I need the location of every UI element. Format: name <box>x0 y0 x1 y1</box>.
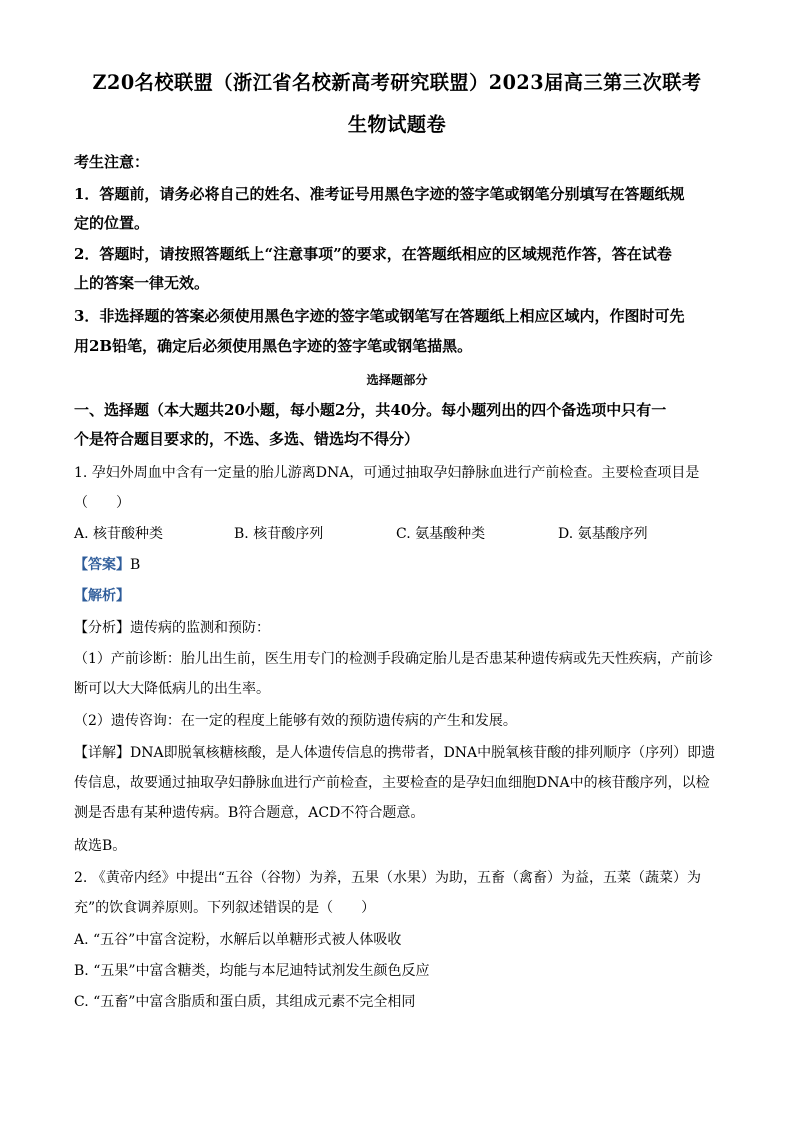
notice-item3-line1: 3．非选择题的答案必须使用黑色字迹的签字笔或钢笔写在答题纸上相应区域内，作图时可先 <box>74 307 685 325</box>
q2-option-b: B. “五果”中富含糖类，均能与本尼迪特试剂发生颜色反应 <box>74 963 430 979</box>
answer-value: B <box>130 557 141 573</box>
q2-stem-line1: 2. 《黄帝内经》中提出“五谷（谷物）为养，五果（水果）为助，五畜（禽畜）为益，五菜（蔬菜）为 <box>74 870 701 886</box>
fenxi-tag: 【分析】 <box>74 620 130 636</box>
q1-stem-line2: （ ） <box>74 495 130 511</box>
fenxi-text: 遗传病的监测和预防： <box>130 620 270 636</box>
q2-option-a: A. “五谷”中富含淀粉，水解后以单糖形式被人体吸收 <box>74 932 402 948</box>
q1-option-a: A. 核苷酸种类 <box>74 526 164 542</box>
q1-detail-line2: 传信息，故要通过抽取孕妇静脉血进行产前检查，主要检查的是孕妇血细胞DNA中的核苷酸序列，以检 <box>74 775 710 791</box>
notice-item1-line1: 1．答题前，请务必将自己的姓名、准考证号用黑色字迹的签字笔或钢笔分别填写在答题纸规 <box>74 185 685 203</box>
q1-fenxi-line <box>74 618 734 638</box>
q1-p1-line1: （1）产前诊断：胎儿出生前，医生用专门的检测手段确定胎儿是否患某种遗传病或先天性疾病，产前诊 <box>74 651 713 667</box>
q1-conclusion: 故选B。 <box>74 838 127 854</box>
exam-title-line1: Z20名校联盟（浙江省名校新高考研究联盟）2023届高三第三次联考 <box>92 71 702 94</box>
q1-stem-line1: 1. 孕妇外周血中含有一定量的胎儿游离DNA，可通过抽取孕妇静脉血进行产前检查。主要检查项目是 <box>74 465 700 481</box>
q1-analysis-line <box>74 586 734 606</box>
section-title: 选择题部分 <box>366 373 428 387</box>
notice-item2-line1: 2．答题时，请按照答题纸上“注意事项”的要求，在答题纸相应的区域规范作答，答在试卷 <box>74 245 672 263</box>
section-intro-line2: 个是符合题目要求的，不选、多选、错选均不得分） <box>74 430 420 448</box>
exam-title-line2: 生物试题卷 <box>347 113 447 136</box>
q1-option-d: D. 氨基酸序列 <box>558 526 648 542</box>
analysis-tag: 【解析】 <box>74 588 130 604</box>
notice-item3-line2: 用2B铅笔，确定后必须使用黑色字迹的签字笔或钢笔描黑。 <box>74 337 473 355</box>
detail-tag: 【详解】 <box>74 745 130 761</box>
q1-p2-line1: （2）遗传咨询：在一定的程度上能够有效的预防遗传病的产生和发展。 <box>74 713 517 729</box>
q2-stem-line2: 充”的饮食调养原则。下列叙述错误的是（ ） <box>74 900 376 916</box>
q1-option-b: B. 核苷酸序列 <box>234 526 324 542</box>
q1-p1-line2: 断可以大大降低病儿的出生率。 <box>74 681 270 697</box>
q1-answer-line <box>74 555 734 575</box>
detail-text: DNA即脱氧核糖核酸，是人体遗传信息的携带者，DNA中脱氧核苷酸的排列顺序（序列）即遗 <box>130 745 716 761</box>
notice-heading: 考生注意： <box>74 153 150 171</box>
q1-option-c: C. 氨基酸种类 <box>396 526 486 542</box>
section-intro-line1: 一、选择题（本大题共20小题，每小题2分，共40分。每小题列出的四个备选项中只有一 <box>74 401 667 419</box>
q1-detail-line3: 测是否患有某种遗传病。B符合题意，ACD不符合题意。 <box>74 805 425 821</box>
notice-item2-line2: 上的答案一律无效。 <box>74 274 210 292</box>
q1-detail-line1 <box>74 743 734 763</box>
notice-item1-line2: 定的位置。 <box>74 214 150 232</box>
answer-tag: 【答案】 <box>74 557 130 573</box>
q2-option-c: C. “五畜”中富含脂质和蛋白质，其组成元素不完全相同 <box>74 994 416 1010</box>
